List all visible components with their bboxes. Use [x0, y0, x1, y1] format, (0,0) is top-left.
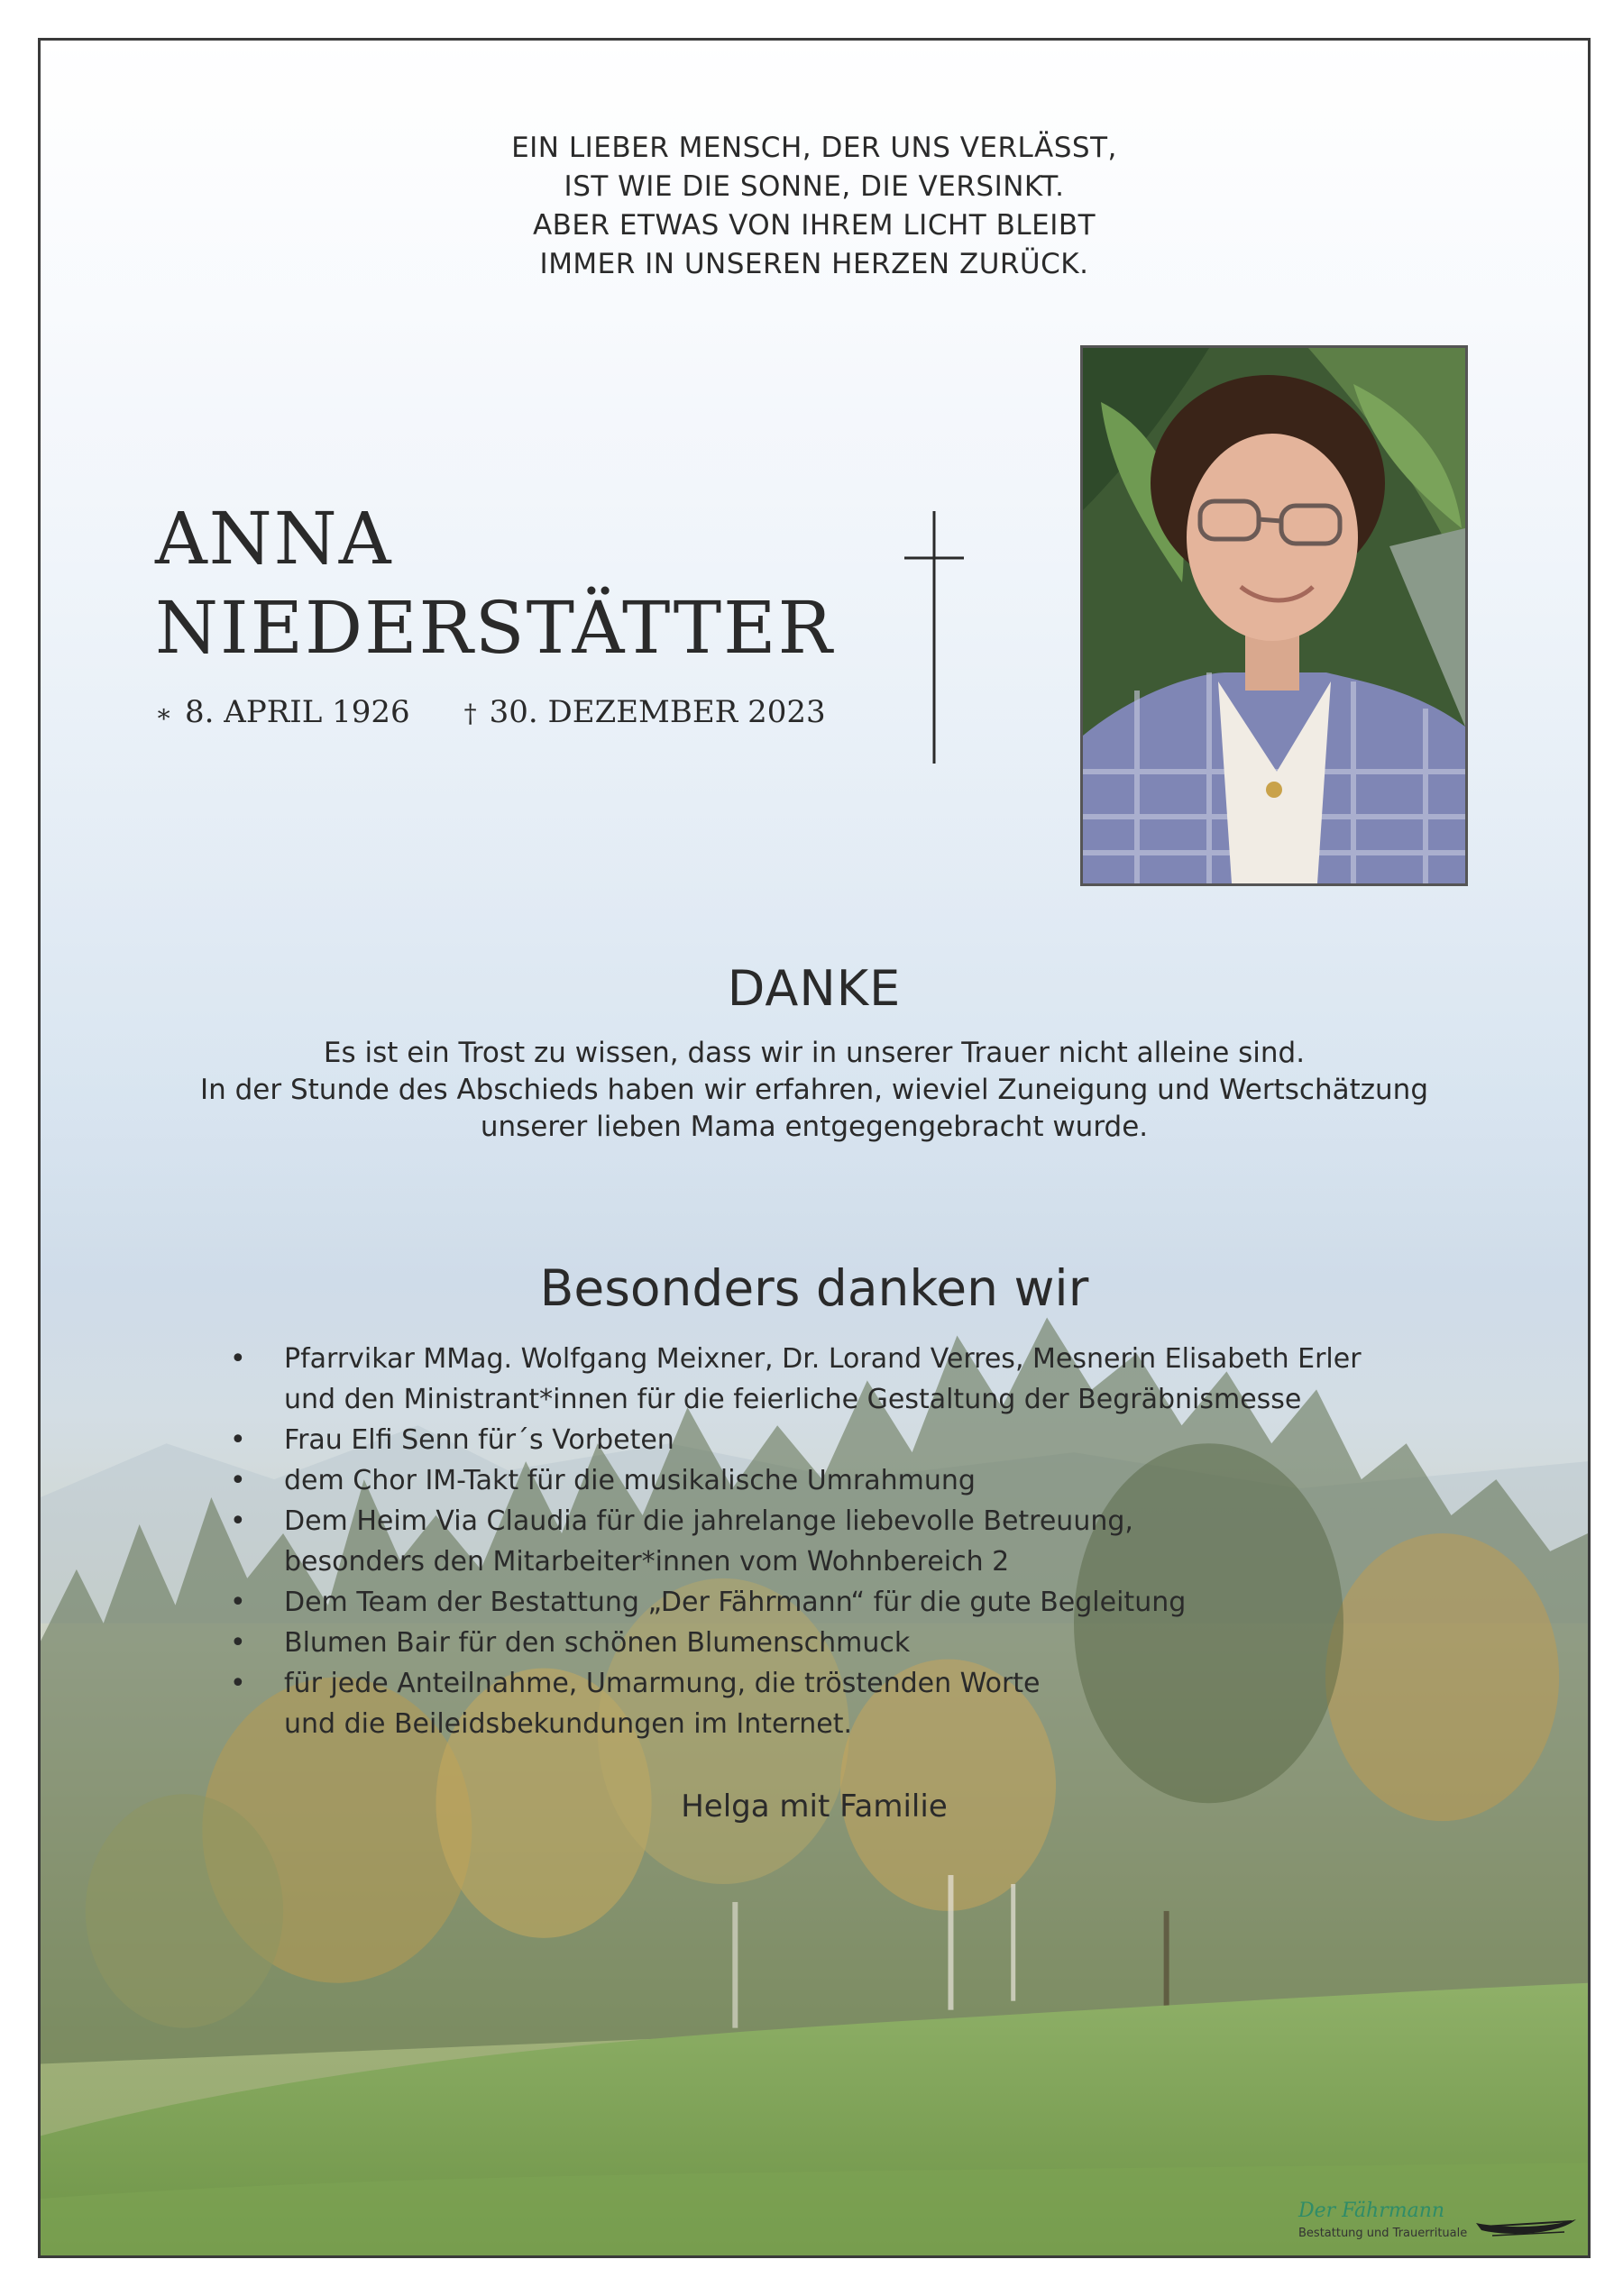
list-item-line: • Frau Elfi Senn für´s Vorbeten	[284, 1424, 674, 1456]
list-item-line: und den Ministrant*innen für die feierliche Gestaltung der Begräbnismesse	[284, 1384, 1302, 1415]
list-item-line: • für jede Anteilnahme, Umarmung, die tröstenden Worte	[284, 1668, 1041, 1699]
death-date: 30. DEZEMBER 2023	[489, 694, 826, 730]
quote-line: IST WIE DIE SONNE, DIE VERSINKT.	[564, 170, 1065, 203]
quote-line: EIN LIEBER MENSCH, DER UNS VERLÄSST,	[511, 132, 1117, 164]
funeral-home-logo	[1298, 2200, 1587, 2252]
cross-icon	[904, 511, 964, 764]
birth-star-icon: ∗	[155, 699, 173, 728]
danke-message	[41, 1035, 1588, 1146]
list-item	[248, 1460, 1474, 1501]
list-item-line: und die Beileidsbekundungen im Internet.	[284, 1708, 852, 1740]
parte-card	[38, 38, 1591, 2258]
thanks-list	[248, 1339, 1474, 1744]
danke-heading: DANKE	[727, 960, 902, 1017]
list-item	[248, 1663, 1474, 1744]
death-cross-icon: †	[463, 699, 477, 728]
list-item	[248, 1582, 1474, 1623]
list-item	[248, 1501, 1474, 1582]
birth-date: 8. APRIL 1926	[185, 694, 410, 730]
list-item-line: • Pfarrvikar MMag. Wolfgang Meixner, Dr. Lorand Verres, Mesnerin Elisabeth Erler	[284, 1343, 1362, 1375]
thanks-heading: Besonders danken wir	[539, 1259, 1089, 1317]
signature: Helga mit Familie	[681, 1788, 948, 1825]
list-item-line: • dem Chor IM-Takt für die musikalische Umrahmung	[284, 1465, 976, 1496]
quote-line: ABER ETWAS VON IHREM LICHT BLEIBT	[532, 209, 1096, 242]
deceased-first-name: ANNA	[155, 497, 393, 581]
life-dates	[155, 694, 826, 732]
logo-subtitle: Bestattung und Trauerrituale	[1298, 2227, 1468, 2240]
list-item	[248, 1623, 1474, 1663]
list-item-line: • Blumen Bair für den schönen Blumenschmuck	[284, 1627, 911, 1659]
boat-icon	[1474, 2209, 1578, 2241]
list-item	[248, 1420, 1474, 1460]
danke-line: unserer lieben Mama entgegengebracht wurde.	[480, 1111, 1149, 1143]
list-item-line: besonders den Mitarbeiter*innen vom Wohnbereich 2	[284, 1546, 1010, 1578]
deceased-last-name: NIEDERSTÄTTER	[155, 586, 834, 670]
memorial-quote	[41, 129, 1588, 284]
quote-line: IMMER IN UNSEREN HERZEN ZURÜCK.	[539, 248, 1089, 280]
list-item	[248, 1339, 1474, 1420]
list-item-line: • Dem Heim Via Claudia für die jahrelange liebevolle Betreuung,	[284, 1505, 1133, 1537]
portrait-illustration	[1083, 348, 1465, 883]
list-item-line: • Dem Team der Bestattung „Der Fährmann“ für die gute Begleitung	[284, 1587, 1187, 1618]
danke-line: In der Stunde des Abschieds haben wir erfahren, wieviel Zuneigung und Wertschätzung	[199, 1074, 1429, 1106]
portrait-photo	[1080, 345, 1468, 886]
danke-line: Es ist ein Trost zu wissen, dass wir in unserer Trauer nicht alleine sind.	[323, 1037, 1306, 1069]
logo-name: Der Fährmann	[1298, 2200, 1445, 2222]
